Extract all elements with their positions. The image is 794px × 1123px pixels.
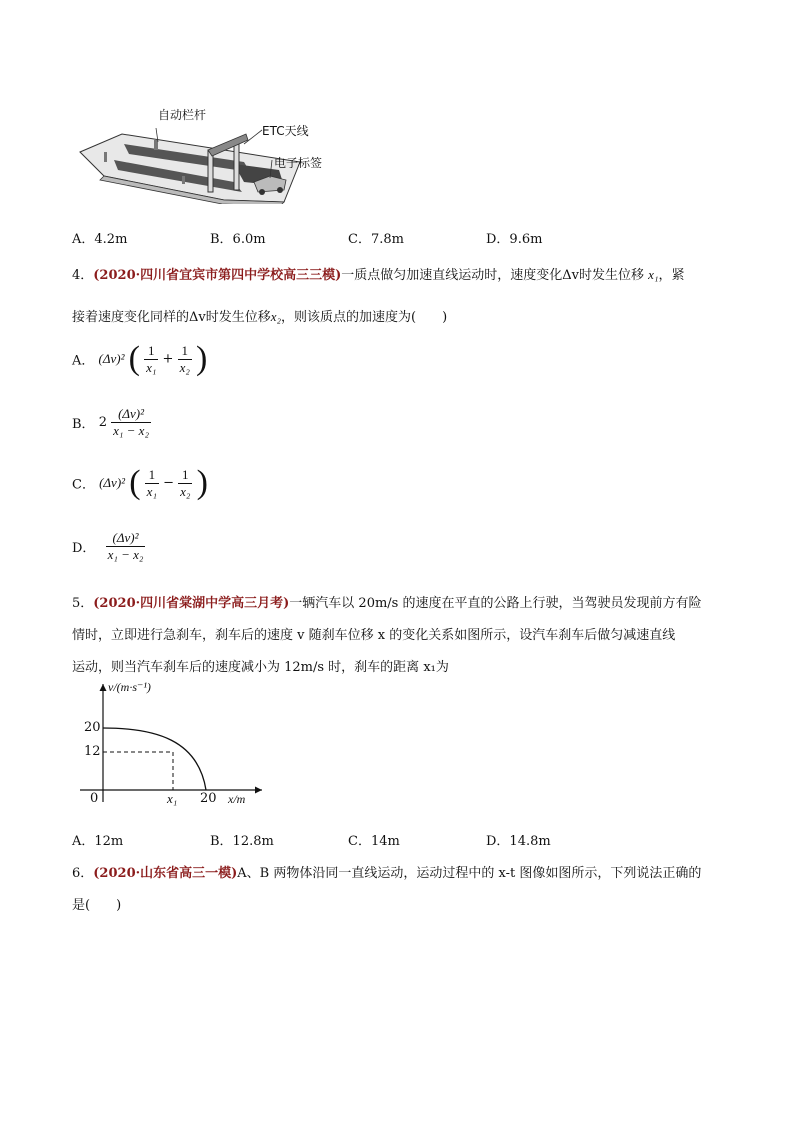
left-paren: ( bbox=[128, 340, 140, 377]
q3-option-c: C．7.8m bbox=[348, 232, 404, 247]
q5-line3: 运动，则当汽车刹车后的速度减小为 12m/s 时，刹车的距离 x₁为 bbox=[72, 660, 449, 675]
denominator: x₁ − x₂ bbox=[107, 547, 144, 562]
label-electronic-tag: 电子标签 bbox=[274, 156, 323, 170]
denominator: x₁ bbox=[146, 483, 157, 499]
q4-line2 bbox=[72, 306, 447, 325]
q4-option-b-label: B． bbox=[72, 417, 95, 432]
q5-line1 bbox=[72, 592, 701, 611]
q4-text-1-end: ，紧 bbox=[658, 268, 685, 283]
q5-option-c: C．14m bbox=[348, 834, 400, 849]
q4-option-b bbox=[72, 406, 151, 439]
denominator: x₂ bbox=[179, 359, 190, 375]
q3-option-b: B．6.0m bbox=[210, 232, 266, 247]
plus-sign: + bbox=[162, 351, 174, 367]
fraction bbox=[111, 406, 151, 439]
q5-line2: 情时，立即进行急刹车，刹车后的速度 v 随刹车位移 x 的变化关系如图所示，设汽车刹车后做匀减速直线 bbox=[72, 628, 676, 643]
q4-option-c-label: C． bbox=[72, 477, 95, 493]
q4-x1: x₁ bbox=[648, 267, 659, 282]
numerator: 1 bbox=[145, 467, 159, 484]
q6-number: 6． bbox=[72, 866, 94, 881]
q5-text-1: 一辆汽车以 20m/s 的速度在平直的公路上行驶，当驾驶员发现前方有险 bbox=[289, 596, 702, 611]
q5-number: 5． bbox=[72, 596, 94, 611]
denominator: x₂ bbox=[180, 483, 191, 499]
right-paren: ) bbox=[196, 340, 208, 377]
coefficient: 2 bbox=[98, 415, 107, 430]
q5-option-a: A．12m bbox=[72, 834, 124, 849]
numerator: (Δv)² bbox=[111, 406, 151, 423]
y-tick-12: 12 bbox=[84, 744, 101, 759]
x-tick-20: 20 bbox=[200, 791, 217, 806]
q5-chart bbox=[76, 678, 266, 808]
v-x-curve bbox=[103, 728, 206, 790]
q6-line1 bbox=[72, 862, 701, 881]
q4-option-a-label: A． bbox=[72, 353, 95, 369]
q5-option-d: D．14.8m bbox=[486, 834, 551, 849]
etc-figure bbox=[74, 104, 334, 204]
q5-option-b: B．12.8m bbox=[210, 834, 274, 849]
minus-sign: − bbox=[163, 475, 175, 491]
q4-text-2b: ，则该质点的加速度为( ) bbox=[281, 310, 448, 325]
numerator: (Δv)² bbox=[106, 530, 146, 547]
q6-source: (2020·山东省高三一模) bbox=[93, 866, 238, 881]
numerator: 1 bbox=[178, 343, 192, 360]
x-axis-label: x/m bbox=[228, 792, 246, 806]
left-paren: ( bbox=[129, 464, 141, 501]
q4-number: 4． bbox=[72, 268, 94, 283]
fraction bbox=[106, 530, 146, 563]
numerator: 1 bbox=[178, 467, 192, 484]
numerator: 1 bbox=[144, 343, 158, 360]
x-tick-x1: x₁ bbox=[167, 791, 178, 806]
q4-option-d-label: D． bbox=[72, 541, 96, 556]
q4-option-d bbox=[72, 530, 145, 563]
fraction bbox=[144, 343, 158, 376]
right-paren: ) bbox=[196, 464, 208, 501]
denominator: x₁ − x₂ bbox=[113, 423, 149, 438]
q4-option-a-dv2: (Δv)² bbox=[98, 351, 125, 366]
q4-text-1: 一质点做匀加速直线运动时，速度变化Δv时发生位移 bbox=[341, 268, 645, 283]
q3-option-a: A．4.2m bbox=[72, 232, 128, 247]
y-axis-label: v/(m·s⁻¹) bbox=[108, 680, 151, 694]
q4-option-a bbox=[72, 342, 207, 376]
q4-option-c bbox=[72, 466, 208, 500]
origin-label: 0 bbox=[90, 791, 99, 806]
y-tick-20: 20 bbox=[84, 720, 101, 735]
q5-source: (2020·四川省棠湖中学高三月考) bbox=[93, 596, 290, 611]
q6-line2: 是( ) bbox=[72, 898, 122, 913]
fraction bbox=[178, 467, 192, 500]
q4-option-c-dv2: (Δv)² bbox=[99, 475, 126, 490]
denominator: x₁ bbox=[146, 359, 157, 375]
q6-text-1: A、B 两物体沿同一直线运动，运动过程中的 x-t 图像如图所示，下列说法正确的 bbox=[237, 866, 702, 881]
fraction bbox=[145, 467, 159, 500]
label-etc-antenna: ETC天线 bbox=[262, 124, 309, 138]
q4-text-2a: 接着速度变化同样的Δv时发生位移 bbox=[72, 310, 271, 325]
label-auto-barrier: 自动栏杆 bbox=[158, 108, 207, 122]
v-x-graph bbox=[76, 678, 266, 808]
q4-source: (2020·四川省宜宾市第四中学校高三三模) bbox=[93, 268, 342, 283]
q4-x2: x₂ bbox=[270, 309, 282, 324]
q3-option-d: D．9.6m bbox=[486, 232, 543, 247]
q4-line1 bbox=[72, 264, 684, 283]
fraction bbox=[178, 343, 192, 376]
